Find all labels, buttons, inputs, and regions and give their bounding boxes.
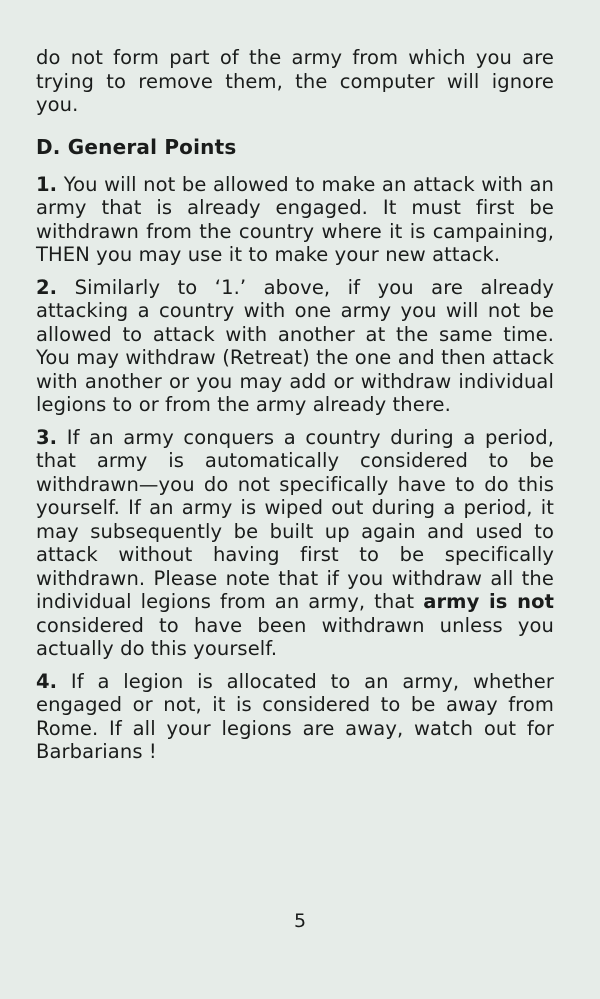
point-4 — [36, 670, 554, 764]
point-text: If a legion is allocated to an army, whether engaged or not, it is considered to be away from Rome. If all your legions are away, watch out for Barbarians ! — [36, 669, 554, 763]
point-number: 2. — [36, 275, 58, 299]
point-text: You will not be allowed to make an attack with an army that is already engaged. It must first be withdrawn from the country where it is campaining, THEN you may use it to make your new attack. — [36, 172, 554, 266]
point-text-bold: army is not — [423, 590, 554, 613]
point-1 — [36, 173, 554, 267]
point-number: 1. — [36, 172, 58, 196]
intro-paragraph: do not form part of the army from which you are trying to remove them, the computer will ignore you. — [36, 46, 554, 116]
point-text: Similarly to ‘1.’ above, if you are already attacking a country with one army you will not be allowed to attack with another at the same time. You may withdraw (Retreat) the one and then attack with another or you may add or withdraw individual legions to or from the army already there. — [36, 275, 554, 416]
point-number: 4. — [36, 669, 58, 693]
section-heading: D. General Points — [36, 134, 237, 159]
point-number: 3. — [36, 425, 58, 449]
point-text-before: If an army conquers a country during a period, that army is automatically considered to be withdrawn—you do not specifically have to do this yourself. If an army is wiped out during a period, it may subsequently be built up again and used to attack without having first to be specifically withdrawn. Please note that if you withdraw all the individual legions from an army, that — [36, 425, 554, 613]
point-2 — [36, 276, 554, 417]
point-text-after: considered to have been withdrawn unless you actually do this yourself. — [36, 613, 554, 660]
page-number: 5 — [293, 910, 307, 932]
point-3 — [36, 426, 554, 661]
page-content — [36, 46, 554, 773]
